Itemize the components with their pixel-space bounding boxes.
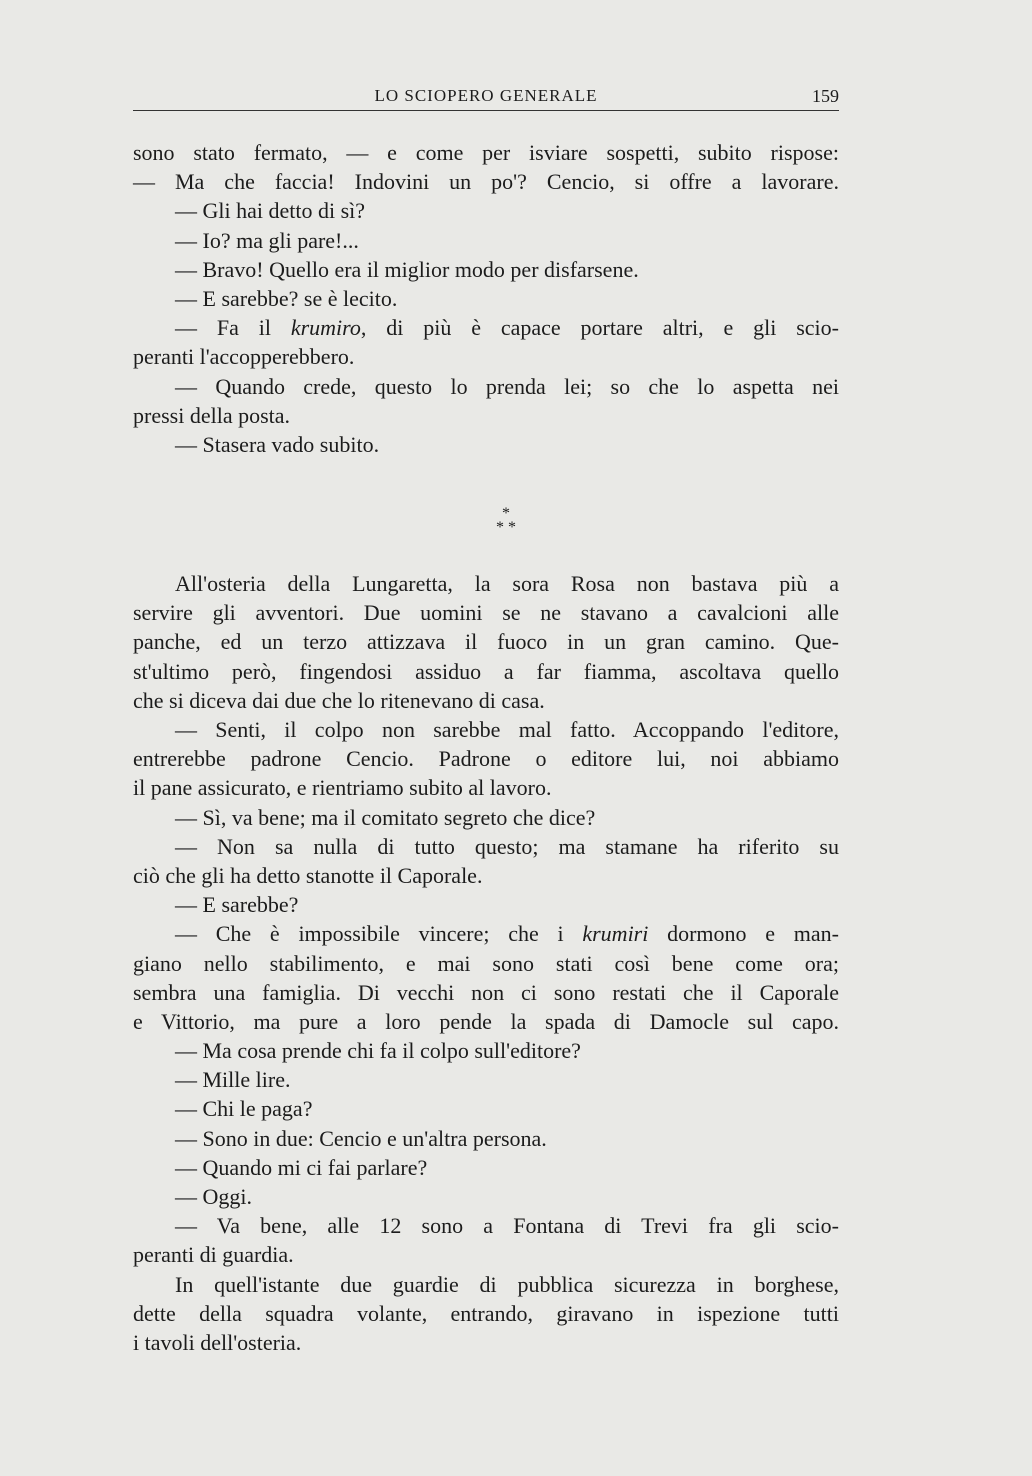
text-line: pressi della posta.	[133, 402, 291, 428]
text-line: — Io? ma gli pare!...	[175, 227, 359, 253]
text-line: il pane assicurato, e rientriamo subito al lavoro.	[133, 775, 552, 801]
text-segment: — Fa il	[175, 315, 291, 341]
text-segment: dormono e man-	[648, 921, 840, 947]
body-text	[133, 138, 839, 1357]
text-line: dette della squadra volante, entrando, giravano in ispezione tutti	[133, 1300, 839, 1326]
header-rule	[133, 110, 839, 111]
text-line: — Mille lire.	[175, 1067, 291, 1093]
text-line: i tavoli dell'osteria.	[133, 1329, 302, 1355]
text-line: entrerebbe padrone Cencio. Padrone o editore lui, noi abbiamo	[133, 746, 839, 772]
text-line: st'ultimo però, fingendosi assiduo a far fiamma, ascoltava quello	[133, 658, 839, 684]
text-line: — Sì, va bene; ma il comitato segreto che dice?	[175, 804, 596, 830]
running-title: LO SCIOPERO GENERALE	[374, 86, 598, 105]
text-line: ciò che gli ha detto stanotte il Caporale.	[133, 862, 483, 888]
page-number: 159	[812, 86, 839, 106]
text-line: — Bravo! Quello era il miglior modo per disfarsene.	[175, 256, 639, 282]
section-break-asterism	[133, 507, 839, 535]
text-line: peranti l'accopperebbero.	[133, 344, 355, 370]
text-line: panche, ed un terzo attizzava il fuoco in un gran camino. Que-	[133, 629, 839, 655]
text-line: che si diceva dai due che lo ritenevano di casa.	[133, 687, 545, 713]
text-line: — Oggi.	[175, 1184, 252, 1209]
text-line: sono stato fermato, — e come per isviare sospetti, subito rispose:	[133, 140, 839, 165]
text-line: — Va bene, alle 12 sono a Fontana di Trevi fra gli scio-	[175, 1213, 839, 1239]
text-line: — Quando crede, questo lo prenda lei; so che lo aspetta nei	[175, 373, 839, 399]
text-line: — Ma cosa prende chi fa il colpo sull'editore?	[175, 1038, 581, 1064]
text-line: — Stasera vado subito.	[175, 431, 380, 457]
text-line	[133, 919, 839, 948]
italic-word: krumiro	[290, 315, 361, 341]
text-line: e Vittorio, ma pure a loro pende la spada di Damocle sul capo.	[133, 1008, 839, 1034]
text-segment: , di più è capace portare altri, e gli scio-	[360, 315, 839, 341]
text-line: — E sarebbe? se è lecito.	[175, 285, 398, 311]
text-line: — Non sa nulla di tutto questo; ma stamane ha riferito su	[175, 833, 839, 859]
text-line: — Chi le paga?	[175, 1096, 313, 1122]
text-line	[133, 313, 839, 342]
page-header	[133, 86, 839, 112]
italic-word: krumiri	[582, 921, 649, 947]
text-segment: — Che è impossibile vincere; che i	[175, 921, 583, 947]
asterism-bottom: * *	[496, 519, 516, 537]
text-line: All'osteria della Lungaretta, la sora Rosa non bastava più a	[175, 571, 839, 597]
text-line: — Ma che faccia! Indovini un po'? Cencio, si offre a lavorare.	[133, 169, 839, 195]
text-line: — E sarebbe?	[175, 892, 299, 918]
text-line: — Gli hai detto di sì?	[175, 198, 366, 224]
text-line: In quell'istante due guardie di pubblica sicurezza in borghese,	[175, 1271, 839, 1297]
text-line: giano nello stabilimento, e mai sono stati così bene come ora;	[133, 950, 839, 976]
text-line: peranti di guardia.	[133, 1242, 294, 1268]
asterism-top: *	[502, 505, 510, 523]
text-line: — Sono in due: Cencio e un'altra persona.	[175, 1125, 547, 1151]
text-line: servire gli avventori. Due uomini se ne stavano a cavalcioni alle	[133, 600, 839, 626]
text-line: sembra una famiglia. Di vecchi non ci sono restati che il Caporale	[133, 979, 839, 1005]
text-line: — Quando mi ci fai parlare?	[175, 1154, 428, 1180]
text-line: — Senti, il colpo non sarebbe mal fatto. Accoppando l'editore,	[175, 717, 839, 742]
